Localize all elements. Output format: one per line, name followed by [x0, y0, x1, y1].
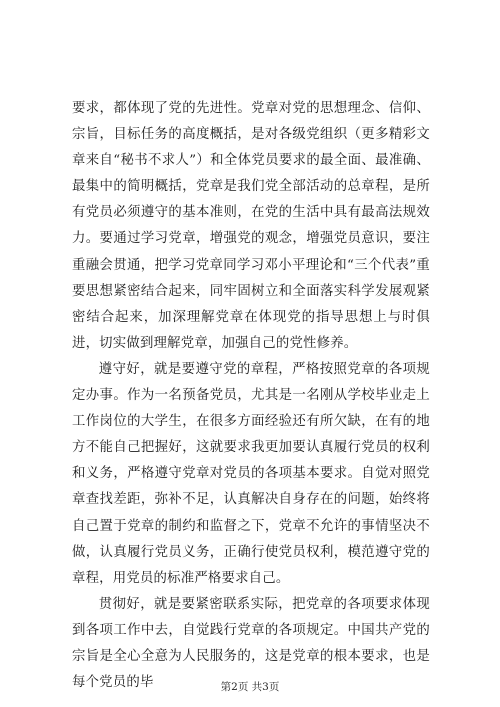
paragraph-1: 要求，都体现了党的先进性。党章对党的思想理念、信仰、宗旨，目标任务的高度概括，是对各级党组织（更多精彩文章来自“秘书不求人”）和全体党员要求的最全面、最准确、最集中的简明概括，党章是我们党全部活动的总章程，是所有党员必须遵守的基本准则，在党的生活中具有最高法规效力。要通过学习党章，增强党的观念，增强党员意识，要注重融会贯通，把学习党章同学习邓小平理论和“三个代表”重要思想紧密结合起来，同牢固树立和全面落实科学发展观紧密结合起来，加深理解党章在体现党的指导思想上与时俱进，切实做到理解党章，加强自己的党性修养。 — [72, 101, 430, 351]
page-footer: 第2页 共3页 — [220, 681, 280, 693]
paragraph-2: 遵守好，就是要遵守党的章程，严格按照党章的各项规定办事。作为一名预备党员，尤其是一名刚从学校毕业走上工作岗位的大学生，在很多方面经验还有所欠缺，在有的地方不能自己把握好，这就要求我更加要认真履行党员的权利和义务，严格遵守党章对党员的各项基本要求。自觉对照党章查找差距，弥补不足，认真解决自身存在的问题，始终将自己置于党章的制约和监督之下，党章不允许的事情坚决不做，认真履行党员义务，正确行使党员权利，模范遵守党的章程，用党员的标准严格要求自己。 — [72, 361, 430, 586]
document-body — [72, 96, 430, 696]
paragraph-3: 贯彻好，就是要紧密联系实际，把党章的各项要求体现到各项工作中去，自觉践行党章的各项规定。中国共产党的宗旨是全心全意为人民服务的，这是党章的根本要求，也是每个党员的毕 — [72, 596, 430, 691]
